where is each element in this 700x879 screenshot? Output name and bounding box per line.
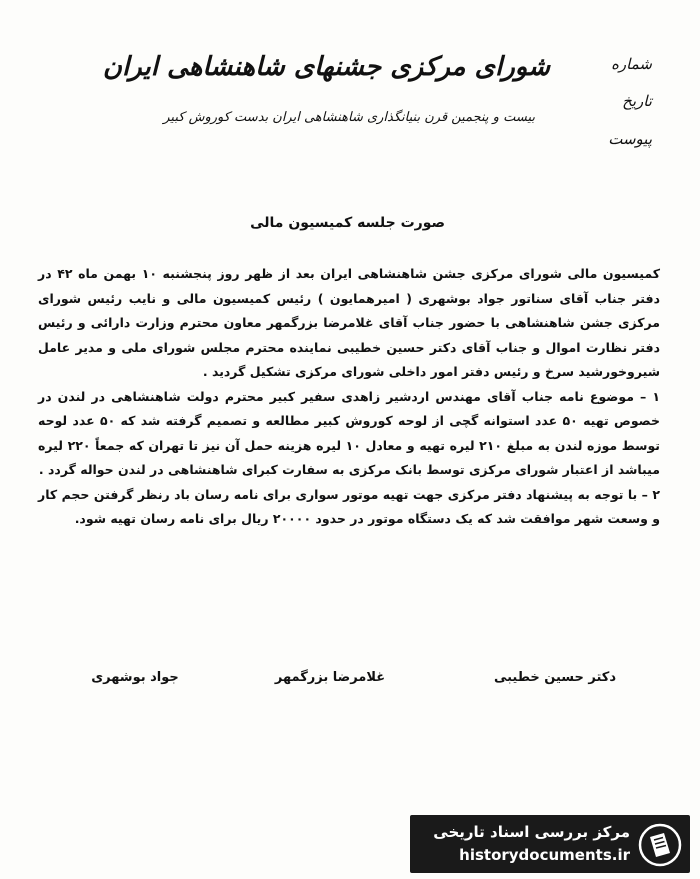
watermark-name: مرکز بررسی اسناد تاریخی [433,823,630,841]
org-title: شورای مرکزی جشنهای شاهنشاهی ایران [102,52,550,82]
signature-bushehri: جواد بوشهری [91,670,179,685]
item-2-paragraph: ۲ – با توجه به پیشنهاد دفتر مرکزی جهت تهیه موتور سواری برای نامه رسان باد رنظر گرفتن حجم کار و وسعت شهر موافقت شد که یک دستگاه موتور در حدود ۲۰۰۰۰ ریال برای نامه رسان تهیه شود. [38,486,660,526]
intro-paragraph: کمیسیون مالی شورای مرکزی جشن شاهنشاهی ایران بعد از ظهر روز پنجشنبه ۱۰ بهمن ماه ۴۲ در دفتر جناب آقای سناتور جواد بوشهری ( امیرهمایون ) رئیس کمیسیون مالی و نایب رئیس شورای مرکزی جشن شاهنشاهی با حضور جناب آقای غلامرضا بزرگمهر معاون محترم وزارت دارائی و رئیس دفتر نظارت اموال و جناب آقای دکتر حسین خطیبی نماینده محترم مجلس شورای ملی و مدیر عامل شیروخورشید سرخ و رئیس دفتر امور داخلی شورای مرکزی تشکیل گردید . [38,266,660,379]
org-subtitle: بیست و پنجمین قرن بنیانگذاری شاهنشاهی ایران بدست کوروش کبیر [163,110,535,125]
item-1-paragraph: ۱ – موضوع نامه جناب آقای مهندس اردشیر زاهدی سفیر کبیر محترم دولت شاهنشاهی در لندن در خصوص تهیه ۵۰ عدد استوانه گچی از لوحه کوروش کبیر مطالعه و تصمیم گرفته شد که ۵۰ عدد لوحه توسط موزه لندن به مبلغ ۲۱۰ لیره تهیه و معادل ۱۰ لیره هزینه حمل آن نیز تا تهران که جمعاً ۲۲۰ لیره میباشد از اعتبار شورای مرکزی توسط بانک مرکزی به سفارت کبرای شاهنشاهی در لندن حواله گردد . [38,388,661,477]
document-body [38,262,660,532]
archive-logo-icon [638,823,682,867]
watermark-badge [410,815,690,873]
watermark-url: historydocuments.ir [459,846,630,864]
signature-khatibi: دکتر حسین خطیبی [493,670,617,685]
signature-bozorgmehr: غلامرضا بزرگمهر [274,670,386,685]
document-heading: صورت جلسه کمیسیون مالی [250,215,445,231]
attachment-label: پیوست [608,130,652,148]
number-label: شماره [611,55,652,73]
date-label: تاریخ [622,92,652,110]
